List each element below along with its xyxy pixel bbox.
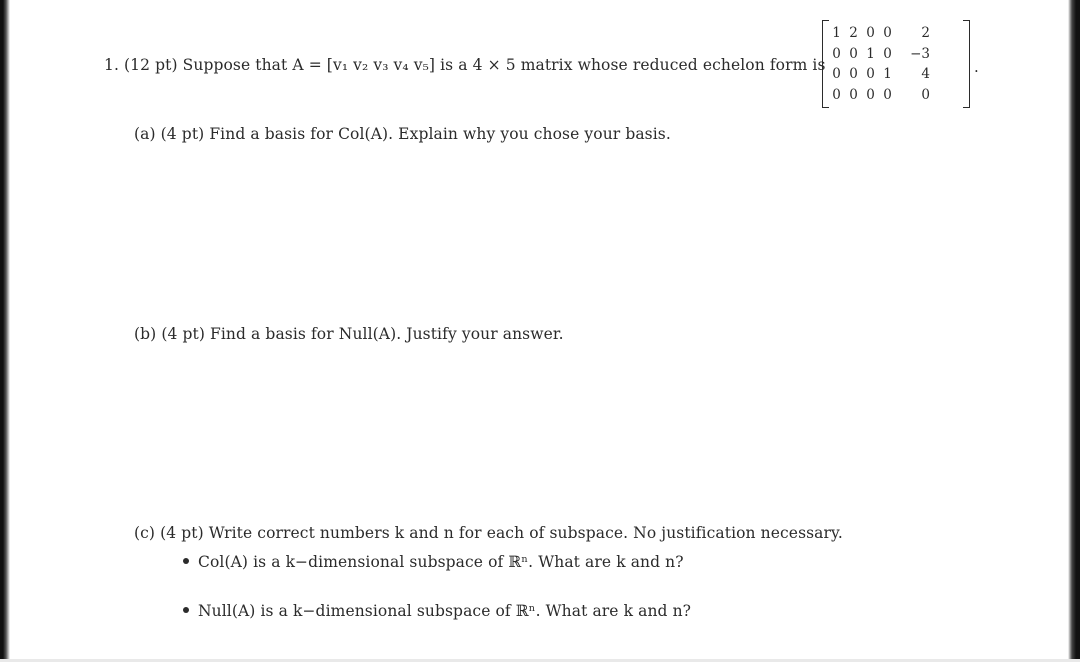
matrix-entry-r1-c5: 2 — [921, 25, 930, 41]
matrix-entry-r4-c2: 0 — [849, 86, 858, 103]
bullet-col-a-text: Col(A) is a k−dimensional subspace of ℝⁿ. What are k and n? — [198, 553, 684, 571]
matrix-entry-r2-c2: 0 — [849, 45, 858, 62]
matrix-entry-r3-c3: 0 — [866, 66, 875, 82]
part-b-question: (b) (4 pt) Find a basis for Null(A). Justify your answer. — [134, 325, 564, 343]
problem-statement: 1. (12 pt) Suppose that A = [v₁ v₂ v₃ v₄ v₅] is a 4 × 5 matrix whose reduced echelon form is — [104, 56, 826, 74]
matrix-entry-r3-c5: 4 — [921, 66, 930, 82]
matrix-entry-r4-c5: 0 — [921, 86, 930, 103]
matrix-entry-r2-c1: 0 — [832, 45, 841, 62]
bullet-icon — [183, 558, 189, 564]
bullet-null-a — [183, 602, 691, 620]
right-frame-edge — [1068, 0, 1080, 662]
bullet-icon — [183, 607, 189, 613]
matrix-entry-r1-c3: 0 — [866, 25, 875, 41]
matrix-grid — [828, 23, 936, 105]
matrix-entry-r3-c4: 1 — [883, 66, 892, 82]
reduced-echelon-matrix — [822, 20, 970, 110]
matrix-right-bracket — [963, 20, 970, 108]
part-c-question: (c) (4 pt) Write correct numbers k and n for each of subspace. No justification necessary. — [134, 524, 843, 542]
matrix-entry-r2-c4: 0 — [883, 45, 892, 62]
matrix-entry-r1-c2: 2 — [849, 25, 858, 41]
matrix-entry-r2-c5: −3 — [910, 45, 930, 62]
matrix-entry-r4-c4: 0 — [883, 86, 892, 103]
bullet-col-a — [183, 553, 684, 571]
matrix-entry-r4-c3: 0 — [866, 86, 875, 103]
matrix-entry-r1-c1: 1 — [832, 25, 841, 41]
matrix-entry-r1-c4: 0 — [883, 25, 892, 41]
matrix-entry-r4-c1: 0 — [832, 86, 841, 103]
left-frame-edge — [0, 0, 10, 662]
matrix-period: . — [974, 58, 979, 76]
matrix-entry-r3-c1: 0 — [832, 66, 841, 82]
bullet-null-a-text: Null(A) is a k−dimensional subspace of ℝⁿ. What are k and n? — [198, 602, 692, 620]
matrix-entry-r3-c2: 0 — [849, 66, 858, 82]
matrix-entry-r2-c3: 1 — [866, 45, 875, 62]
part-a-question: (a) (4 pt) Find a basis for Col(A). Explain why you chose your basis. — [134, 125, 671, 143]
